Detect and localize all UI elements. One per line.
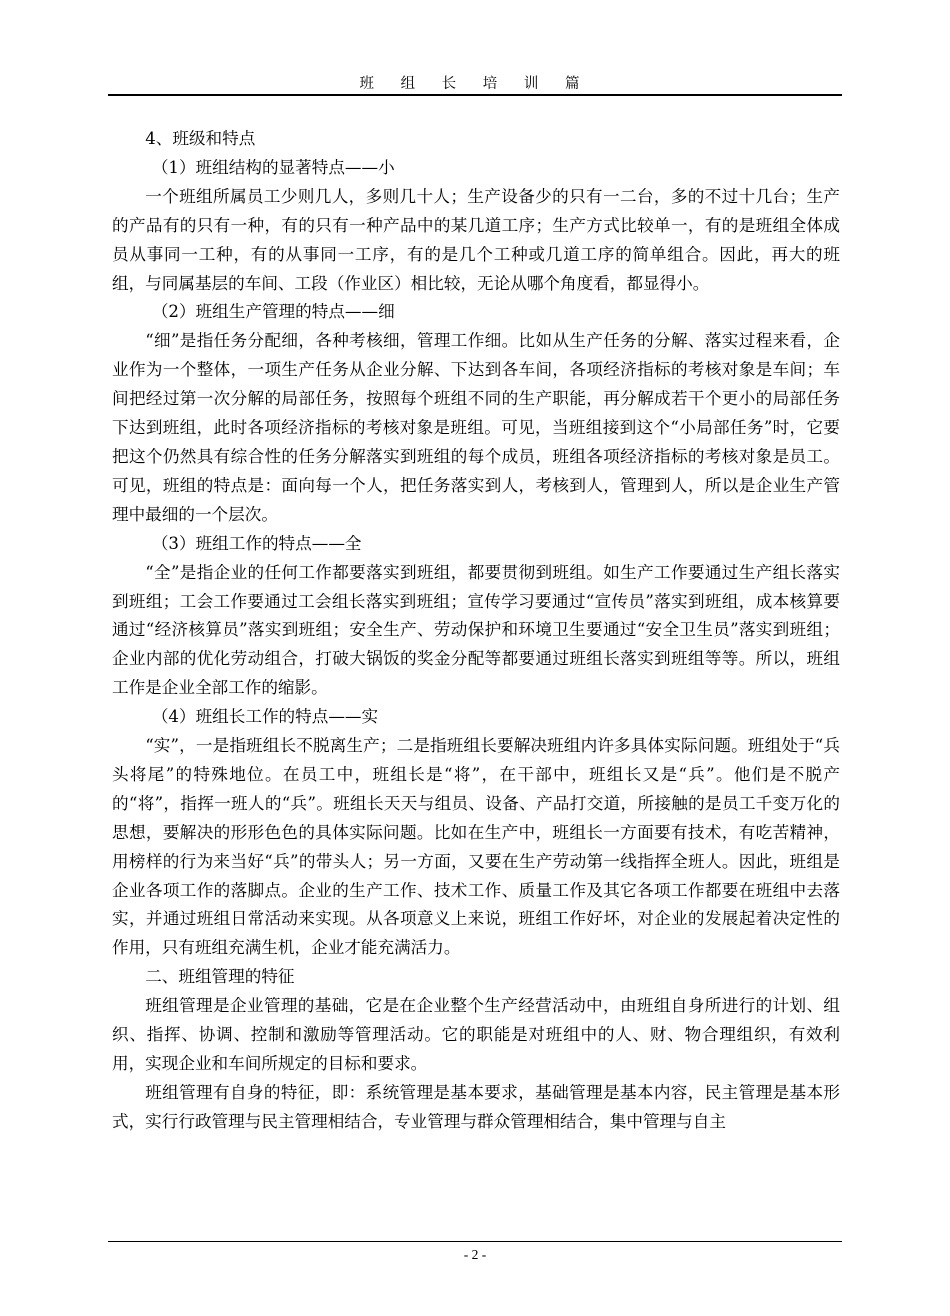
footer-rule xyxy=(108,1241,842,1242)
document-body xyxy=(112,125,840,1137)
body-paragraph: “实”，一是指班组长不脱离生产；二是指班组长要解决班组内许多具体实际问题。班组处于“兵头将尾”的特殊地位。在员工中，班组长是“将”，在干部中，班组长又是“兵”。他们是不脱产的“将”，指挥一班人的“兵”。班组长天天与组员、设备、产品打交道，所接触的是员工千变万化的思想，要解决的形形色色的具体实际问题。比如在生产中，班组长一方面要有技术，有吃苦精神，用榜样的行为来当好“兵”的带头人；另一方面，又要在生产劳动第一线指挥全班人。因此，班组是企业各项工作的落脚点。企业的生产工作、技术工作、质量工作及其它各项工作都要在班组中去落实，并通过班组日常活动来实现。从各项意义上来说，班组工作好坏，对企业的发展起着决定性的作用，只有班组充满生机，企业才能充满活力。 xyxy=(112,736,840,958)
body-paragraph: 班组管理是企业管理的基础，它是在企业整个生产经营活动中，由班组自身所进行的计划、组织、指挥、协调、控制和激励等管理活动。它的职能是对班组中的人、财、物合理组织，有效利用，实现企业和车间所规定的目标和要求。 xyxy=(112,996,840,1073)
body-paragraph: 一个班组所属员工少则几人，多则几十人；生产设备少的只有一二台，多的不过十几台；生产的产品有的只有一种，有的只有一种产品中的某几道工序；生产方式比较单一，有的是班组全体成员从事同一工种，有的从事同一工序，有的是几个工种或几道工序的简单组合。因此，再大的班组，与同属基层的车间、工段（作业区）相比较，无论从哪个角度看，都显得小。 xyxy=(112,186,840,293)
body-paragraph: “细”是指任务分配细，各种考核细，管理工作细。比如从生产任务的分解、落实过程来看，企业作为一个整体，一项生产任务从企业分解、下达到各车间，各项经济指标的考核对象是车间；车间把经过第一次分解的局部任务，按照每个班组不同的生产职能，再分解成若干个更小的局部任务下达到班组，此时各项经济指标的考核对象是班组。可见，当班组接到这个“小局部任务”时，它要把这个仍然具有综合性的任务分解落实到班组的每个成员，班组各项经济指标的考核对象是员工。可见，班组的特点是：面向每一个人，把任务落实到人，考核到人，管理到人，所以是企业生产管理中最细的一个层次。 xyxy=(112,331,840,524)
section-heading: 4、班级和特点 xyxy=(145,129,256,148)
header-rule xyxy=(108,94,842,96)
page-header-title: 班 组 长 培 训 篇 xyxy=(359,76,591,92)
subsection-heading: （1）班组结构的显著特点——小 xyxy=(151,157,395,177)
subsection-heading: （3）班组工作的特点——全 xyxy=(151,533,362,553)
subsection-heading: （4）班组长工作的特点——实 xyxy=(151,707,379,727)
page-number: - 2 - xyxy=(463,1247,487,1262)
section-heading: 二、班组管理的特征 xyxy=(145,967,295,987)
subsection-heading: （2）班组生产管理的特点——细 xyxy=(151,302,395,322)
body-paragraph: 班组管理有自身的特征，即：系统管理是基本要求，基础管理是基本内容，民主管理是基本形式，实行行政管理与民主管理相结合，专业管理与群众管理相结合，集中管理与自主 xyxy=(112,1082,840,1131)
body-paragraph: “全”是指企业的任何工作都要落实到班组，都要贯彻到班组。如生产工作要通过生产组长落实到班组；工会工作要通过工会组长落实到班组；宣传学习要通过“宣传员”落实到班组，成本核算要通过“经济核算员”落实到班组；安全生产、劳动保护和环境卫生要通过“安全卫生员”落实到班组；企业内部的优化劳动组合，打破大锅饭的奖金分配等都要通过班组长落实到班组等等。所以，班组工作是企业全部工作的缩影。 xyxy=(112,562,840,698)
